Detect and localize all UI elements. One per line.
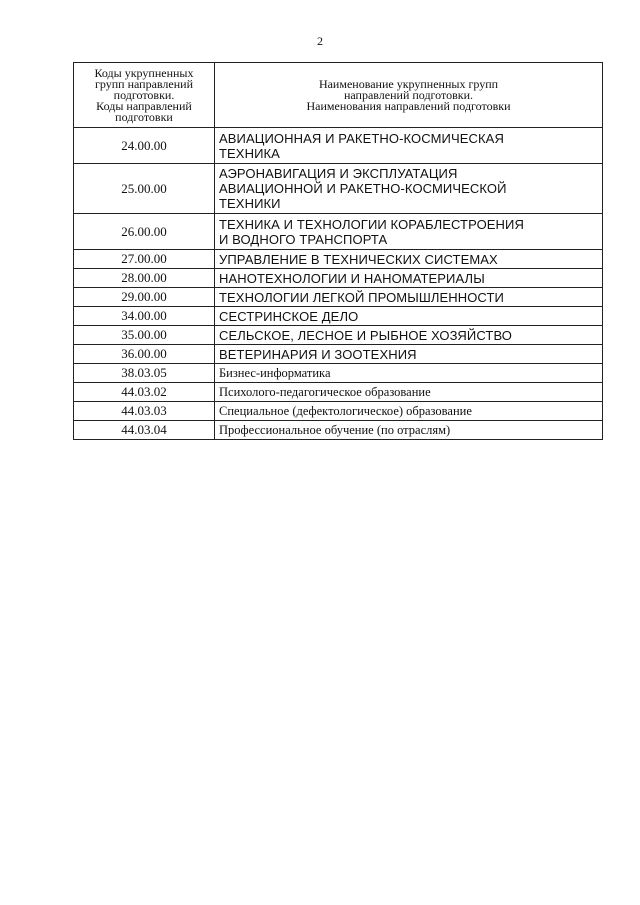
name-line: АЭРОНАВИГАЦИЯ И ЭКСПЛУАТАЦИЯ <box>219 166 458 181</box>
code-cell: 29.00.00 <box>74 288 215 307</box>
page-number: 2 <box>317 34 323 48</box>
table-row <box>74 214 603 250</box>
header-name-line: Наименования направлений подготовки <box>306 98 511 113</box>
name-cell: СЕСТРИНСКОЕ ДЕЛО <box>215 307 603 326</box>
table-header-row <box>74 63 603 128</box>
code-cell: 24.00.00 <box>74 128 215 164</box>
code-cell: 25.00.00 <box>74 164 215 214</box>
table-row <box>74 421 603 440</box>
code-cell: 44.03.02 <box>74 383 215 402</box>
header-name-cell <box>215 63 603 128</box>
header-code-line: подготовки. <box>113 87 175 102</box>
table-row <box>74 383 603 402</box>
code-cell: 44.03.04 <box>74 421 215 440</box>
table-row <box>74 364 603 383</box>
header-code-cell <box>74 63 215 128</box>
name-line: И ВОДНОГО ТРАНСПОРТА <box>219 231 388 247</box>
name-cell <box>215 214 603 250</box>
table-row <box>74 326 603 345</box>
code-cell: 26.00.00 <box>74 214 215 250</box>
name-cell <box>215 164 603 214</box>
name-cell: ВЕТЕРИНАРИЯ И ЗООТЕХНИЯ <box>215 345 603 364</box>
header-name-line: Наименование укрупненных групп <box>318 76 499 91</box>
header-code-line: Коды направлений <box>96 98 192 113</box>
table-row <box>74 128 603 164</box>
code-cell: 34.00.00 <box>74 307 215 326</box>
name-cell: Психолого-педагогическое образование <box>215 383 603 402</box>
header-code-line: групп направлений <box>94 76 194 91</box>
name-cell: Специальное (дефектологическое) образование <box>215 402 603 421</box>
code-cell: 44.03.03 <box>74 402 215 421</box>
table-row <box>74 307 603 326</box>
code-cell: 38.03.05 <box>74 364 215 383</box>
name-line: ТЕХНИКИ <box>219 196 281 211</box>
table-row <box>74 269 603 288</box>
table-row <box>74 250 603 269</box>
name-cell: Профессиональное обучение (по отраслям) <box>215 421 603 440</box>
name-cell: НАНОТЕХНОЛОГИИ И НАНОМАТЕРИАЛЫ <box>215 269 603 288</box>
table-row <box>74 288 603 307</box>
name-cell <box>215 128 603 164</box>
name-cell: УПРАВЛЕНИЕ В ТЕХНИЧЕСКИХ СИСТЕМАХ <box>215 250 603 269</box>
table-row <box>74 345 603 364</box>
name-line: АВИАЦИОННОЙ И РАКЕТНО-КОСМИЧЕСКОЙ <box>219 181 507 196</box>
code-cell: 28.00.00 <box>74 269 215 288</box>
table-row <box>74 402 603 421</box>
header-code-line: Коды укрупненных <box>94 65 194 80</box>
name-cell: СЕЛЬСКОЕ, ЛЕСНОЕ И РЫБНОЕ ХОЗЯЙСТВО <box>215 326 603 345</box>
header-name-line: направлений подготовки. <box>343 87 474 102</box>
name-cell: ТЕХНОЛОГИИ ЛЕГКОЙ ПРОМЫШЛЕННОСТИ <box>215 288 603 307</box>
name-cell: Бизнес-информатика <box>215 364 603 383</box>
header-code-line: подготовки <box>115 109 173 124</box>
code-cell: 35.00.00 <box>74 326 215 345</box>
directions-table <box>73 62 603 440</box>
name-line: ТЕХНИКА <box>219 145 280 161</box>
name-line: АВИАЦИОННАЯ И РАКЕТНО-КОСМИЧЕСКАЯ <box>219 130 504 146</box>
code-cell: 36.00.00 <box>74 345 215 364</box>
code-cell: 27.00.00 <box>74 250 215 269</box>
table-row <box>74 164 603 214</box>
name-line: ТЕХНИКА И ТЕХНОЛОГИИ КОРАБЛЕСТРОЕНИЯ <box>219 216 524 232</box>
